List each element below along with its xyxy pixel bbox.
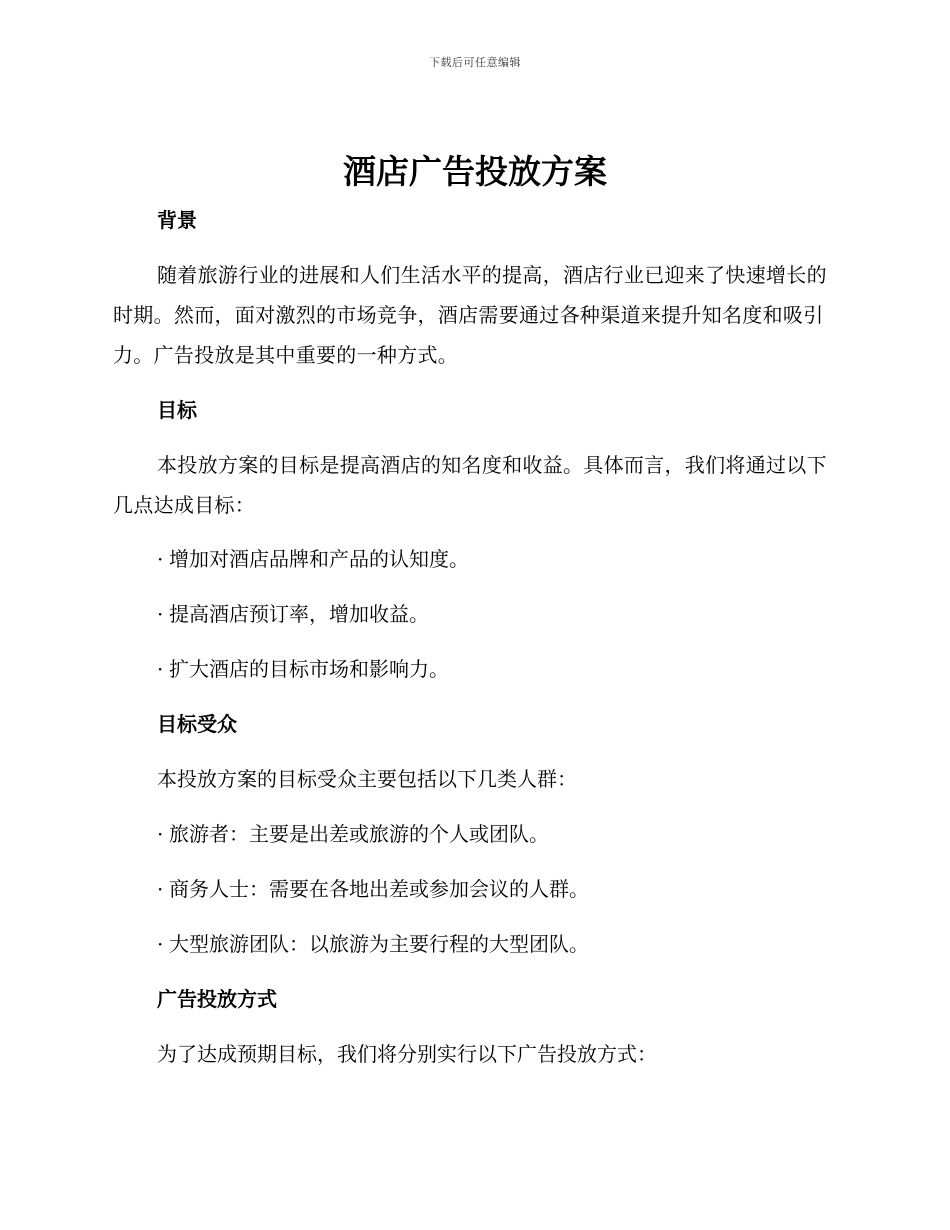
methods-intro: 为了达成预期目标，我们将分别实行以下广告投放方式： — [157, 1042, 657, 1066]
bullet-icon: · — [157, 877, 164, 901]
bullet-icon: · — [157, 822, 164, 846]
list-item: · 旅游者：主要是出差或旅游的个人或团队。 — [113, 814, 837, 854]
bullet-icon: · — [157, 657, 164, 681]
background-paragraph: 随着旅游行业的进展和人们生活水平的提高，酒店行业已迎来了快速增长的时期。然而，面对激烈的市场竞争，酒店需要通过各种渠道来提升知名度和吸引力。广告投放是其中重要的一种方式。 — [113, 263, 827, 367]
list-item: · 商务人士：需要在各地出差或参加会议的人群。 — [113, 869, 837, 909]
bullet-icon: · — [157, 602, 164, 626]
section-heading-goals: 目标 — [157, 398, 197, 422]
section-heading-audience: 目标受众 — [157, 712, 237, 736]
audience-intro: 本投放方案的目标受众主要包括以下几类人群： — [157, 767, 577, 791]
list-item: · 扩大酒店的目标市场和影响力。 — [113, 649, 837, 689]
section-heading-background: 背景 — [157, 208, 197, 232]
bullet-icon: · — [157, 547, 164, 571]
document-body — [113, 200, 837, 1074]
goals-list — [113, 539, 837, 689]
audience-list — [113, 814, 837, 964]
document-title: 酒店广告投放方案 — [343, 152, 607, 191]
page-header: 下载后可任意编辑 — [429, 56, 521, 69]
section-heading-methods: 广告投放方式 — [157, 987, 277, 1011]
list-item: · 提高酒店预订率，增加收益。 — [113, 594, 837, 634]
list-item: · 增加对酒店品牌和产品的认知度。 — [113, 539, 837, 579]
list-item: · 大型旅游团队：以旅游为主要行程的大型团队。 — [113, 924, 837, 964]
goals-paragraph: 本投放方案的目标是提高酒店的知名度和收益。具体而言，我们将通过以下几点达成目标： — [113, 453, 827, 517]
bullet-icon: · — [157, 932, 164, 956]
